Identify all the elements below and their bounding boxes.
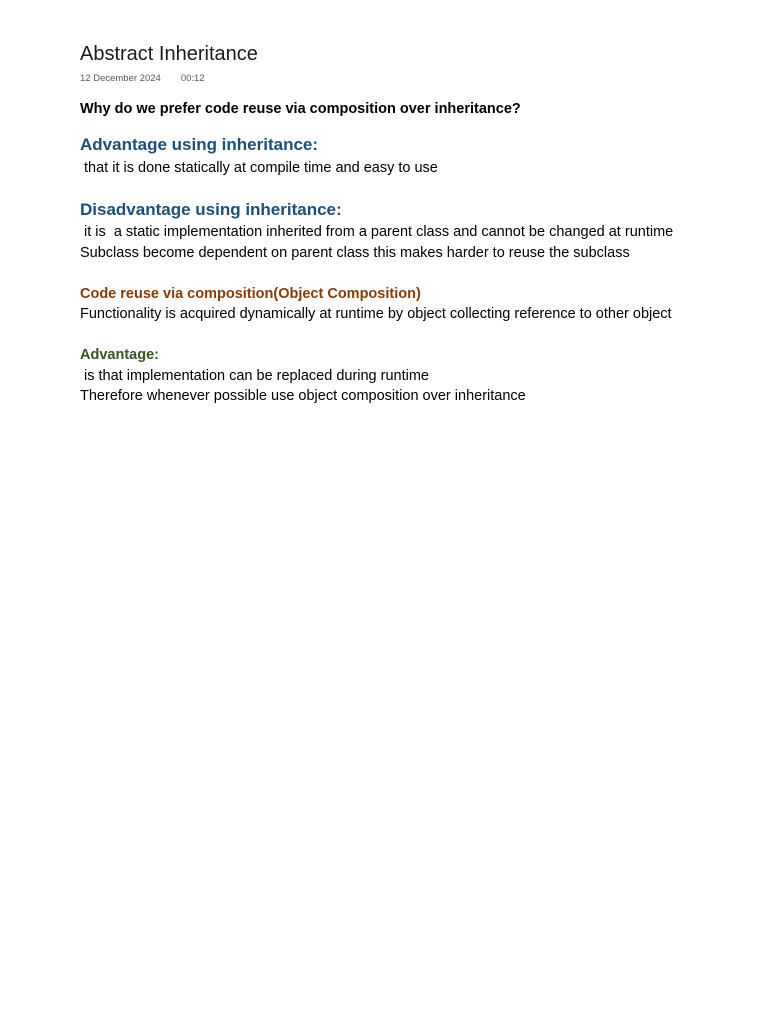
composition-heading: Code reuse via composition(Object Composition): [80, 286, 421, 302]
note-time: 00:12: [180, 73, 205, 84]
advantage-inheritance-heading: Advantage using inheritance:: [80, 135, 319, 154]
note-date: 12 December 2024: [80, 73, 161, 84]
advantage-inheritance-line-1: that it is done statically at compile time and easy to use: [80, 160, 438, 176]
advantage-composition-line-2: Therefore whenever possible use object composition over inheritance: [80, 388, 526, 404]
page-title: Abstract Inheritance: [80, 43, 258, 65]
advantage-composition-heading: Advantage:: [80, 347, 159, 363]
disadvantage-inheritance-line-2: Subclass become dependent on parent class this makes harder to reuse the subclass: [80, 245, 630, 261]
advantage-composition-line-1: is that implementation can be replaced during runtime: [80, 368, 429, 384]
disadvantage-inheritance-line-1: it is a static implementation inherited from a parent class and cannot be changed at runtime: [80, 224, 674, 240]
composition-line-1: Functionality is acquired dynamically at runtime by object collecting reference to other object: [80, 306, 672, 322]
disadvantage-inheritance-heading: Disadvantage using inheritance:: [80, 200, 342, 219]
question-text: Why do we prefer code reuse via composition over inheritance?: [80, 101, 521, 117]
note-timestamp: [80, 73, 205, 84]
